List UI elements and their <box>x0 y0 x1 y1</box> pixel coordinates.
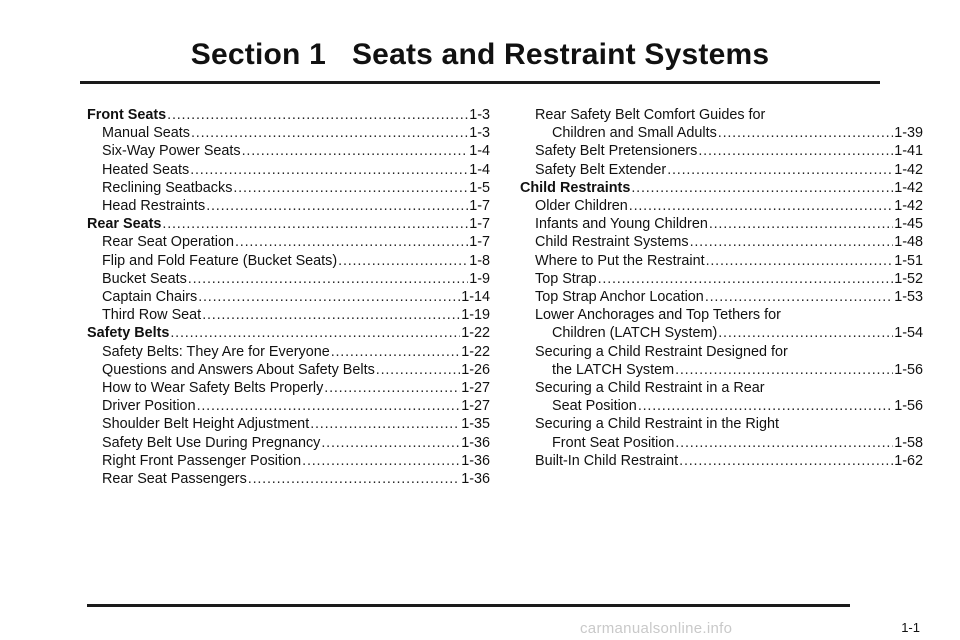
toc-entry-page: 1-36 <box>461 452 490 469</box>
dot-leader <box>198 288 460 306</box>
toc-entry[interactable] <box>87 142 490 160</box>
toc-section-entry[interactable] <box>87 324 490 342</box>
dot-leader <box>248 470 460 488</box>
toc-entry-page: 1-51 <box>894 252 923 269</box>
toc-entry[interactable] <box>520 233 923 251</box>
toc-entry[interactable] <box>87 470 490 488</box>
toc-entry-title: Rear Seats <box>87 216 162 233</box>
dot-leader <box>338 252 468 270</box>
dot-leader <box>718 324 893 342</box>
toc-entry-page: 1-5 <box>469 179 490 196</box>
toc-entry-page: 1-14 <box>461 289 490 306</box>
toc-entry-page: 1-27 <box>461 398 490 415</box>
toc-left-column <box>87 106 490 488</box>
toc-entry-title: Bucket Seats <box>102 270 187 287</box>
toc-entry-title: Right Front Passenger Position <box>102 452 302 469</box>
toc-entry[interactable] <box>87 434 490 452</box>
toc-entry-page: 1-39 <box>894 125 923 142</box>
dot-leader <box>598 270 894 288</box>
section-title <box>0 38 960 72</box>
toc-entry-title: Rear Seat Passengers <box>102 471 247 488</box>
toc-entry-page: 1-4 <box>469 161 490 178</box>
toc-entry[interactable] <box>520 452 923 470</box>
toc-entry-title: Manual Seats <box>102 125 190 142</box>
toc-entry[interactable] <box>520 288 923 306</box>
toc-entry[interactable] <box>520 270 923 288</box>
toc-entry-title: Child Restraint Systems <box>535 234 689 251</box>
dot-leader <box>718 124 893 142</box>
watermark: carmanualsonline.info <box>580 620 733 637</box>
toc-entry-title: the LATCH System <box>552 361 675 378</box>
toc-entry-page: 1-45 <box>894 216 923 233</box>
toc-entry-page: 1-42 <box>894 161 923 178</box>
dot-leader <box>629 197 893 215</box>
toc-entry[interactable] <box>87 415 490 433</box>
toc-entry-page: 1-52 <box>894 270 923 287</box>
toc-entry-title: Safety Belts <box>87 325 170 342</box>
toc-entry-title: Top Strap <box>535 270 597 287</box>
toc-entry[interactable] <box>520 343 923 379</box>
toc-entry-title: Safety Belts: They Are for Everyone <box>102 343 330 360</box>
dot-leader <box>706 252 894 270</box>
toc-entry-page: 1-41 <box>894 143 923 160</box>
toc-entry-title: Rear Seat Operation <box>102 234 234 251</box>
toc-entry-title: Driver Position <box>102 398 196 415</box>
dot-leader <box>675 361 893 379</box>
toc-entry[interactable] <box>520 379 923 415</box>
toc-entry-title: Third Row Seat <box>102 307 202 324</box>
toc-entry-page: 1-35 <box>461 416 490 433</box>
toc-entry-title: Safety Belt Use During Pregnancy <box>102 434 321 451</box>
toc-entry[interactable] <box>520 142 923 160</box>
toc-entry[interactable] <box>520 161 923 179</box>
toc-entry-title-line: Lower Anchorages and Top Tethers for <box>535 307 781 324</box>
dot-leader <box>197 397 461 415</box>
footer-rule <box>87 604 850 607</box>
dot-leader <box>202 306 460 324</box>
toc-entry[interactable] <box>87 397 490 415</box>
dot-leader <box>331 343 460 361</box>
dot-leader <box>631 179 893 197</box>
toc-entry-title-line: Securing a Child Restraint in a Rear <box>535 380 765 397</box>
toc-entry-page: 1-42 <box>894 179 923 196</box>
dot-leader <box>698 142 893 160</box>
toc-entry[interactable] <box>87 233 490 251</box>
dot-leader <box>302 452 460 470</box>
dot-leader <box>310 415 460 433</box>
dot-leader <box>679 452 893 470</box>
toc-entry-page: 1-8 <box>469 252 490 269</box>
toc-entry-page: 1-7 <box>469 234 490 251</box>
toc-entry-page: 1-22 <box>461 325 490 342</box>
toc-entry-page: 1-36 <box>461 471 490 488</box>
toc-entry-page: 1-56 <box>894 361 923 378</box>
toc-entry[interactable] <box>520 306 923 342</box>
toc-entry-page: 1-26 <box>461 361 490 378</box>
dot-leader <box>690 233 894 251</box>
dot-leader <box>167 106 468 124</box>
dot-leader <box>170 324 460 342</box>
toc-entry-title-line: Securing a Child Restraint in the Right <box>535 416 779 433</box>
page-number: 1-1 <box>901 620 920 635</box>
dot-leader <box>191 124 468 142</box>
toc-entry[interactable] <box>520 215 923 233</box>
toc-entry-page: 1-19 <box>461 307 490 324</box>
dot-leader <box>190 161 468 179</box>
toc-entry-page: 1-4 <box>469 143 490 160</box>
toc-entry-title: How to Wear Safety Belts Properly <box>102 380 324 397</box>
toc-entry[interactable] <box>87 306 490 324</box>
dot-leader <box>233 179 468 197</box>
toc-section-entry[interactable] <box>87 106 490 124</box>
toc-entry-title: Shoulder Belt Height Adjustment <box>102 416 310 433</box>
toc-entry-page: 1-9 <box>469 270 490 287</box>
section-label: Section 1 <box>190 38 326 71</box>
toc-entry-page: 1-3 <box>469 107 490 123</box>
title-rule <box>80 81 880 84</box>
toc-entry-title: Captain Chairs <box>102 289 198 306</box>
toc-section-entry[interactable] <box>520 179 923 197</box>
dot-leader <box>705 288 893 306</box>
toc-entry-title: Top Strap Anchor Location <box>535 289 704 306</box>
toc-entry-title: Infants and Young Children <box>535 216 708 233</box>
dot-leader <box>667 161 893 179</box>
toc-entry[interactable] <box>87 379 490 397</box>
toc-entry-page: 1-22 <box>461 343 490 360</box>
toc-entry[interactable] <box>87 361 490 379</box>
toc-entry-title: Children and Small Adults <box>552 125 717 142</box>
toc-entry[interactable] <box>87 452 490 470</box>
dot-leader <box>235 233 468 251</box>
toc-entry-title: Built-In Child Restraint <box>535 452 679 469</box>
toc-entry-title: Children (LATCH System) <box>552 325 718 342</box>
toc-entry-title: Front Seat Position <box>552 434 675 451</box>
toc-entry[interactable] <box>520 252 923 270</box>
toc-entry-title: Front Seats <box>87 107 167 123</box>
toc-entry-page: 1-48 <box>894 234 923 251</box>
toc-entry-title: Six-Way Power Seats <box>102 143 241 160</box>
toc-entry-title: Questions and Answers About Safety Belts <box>102 361 375 378</box>
toc-entry[interactable] <box>87 179 490 197</box>
toc-entry-title: Safety Belt Extender <box>535 161 667 178</box>
toc-entry-title: Seat Position <box>552 398 637 415</box>
toc-entry-page: 1-42 <box>894 198 923 215</box>
dot-leader <box>242 142 469 160</box>
toc-right-column <box>520 106 923 470</box>
toc-entry-page: 1-56 <box>894 398 923 415</box>
dot-leader <box>709 215 893 233</box>
dot-leader <box>162 215 468 233</box>
toc-entry-page: 1-54 <box>894 325 923 342</box>
toc-entry-title: Safety Belt Pretensioners <box>535 143 698 160</box>
toc-entry-title: Heated Seats <box>102 161 190 178</box>
toc-entry[interactable] <box>87 288 490 306</box>
toc-entry-title: Flip and Fold Feature (Bucket Seats) <box>102 252 338 269</box>
toc-entry-title: Head Restraints <box>102 198 206 215</box>
toc-entry-page: 1-53 <box>894 289 923 306</box>
toc-entry[interactable] <box>520 197 923 215</box>
toc-entry[interactable] <box>87 343 490 361</box>
toc-entry-page: 1-7 <box>469 198 490 215</box>
toc-entry[interactable] <box>87 252 490 270</box>
dot-leader <box>324 379 460 397</box>
toc-section-entry[interactable] <box>87 215 490 233</box>
dot-leader <box>321 434 460 452</box>
toc-entry-page: 1-27 <box>461 380 490 397</box>
dot-leader <box>188 270 468 288</box>
toc-entry[interactable] <box>520 106 923 142</box>
toc-entry-page: 1-58 <box>894 434 923 451</box>
dot-leader <box>638 397 893 415</box>
dot-leader <box>376 361 460 379</box>
toc-entry-page: 1-3 <box>469 125 490 142</box>
toc-entry-title-line: Securing a Child Restraint Designed for <box>535 343 788 360</box>
toc-entry[interactable] <box>87 161 490 179</box>
dot-leader <box>675 434 893 452</box>
toc-entry-page: 1-7 <box>469 216 490 233</box>
toc-entry-page: 1-36 <box>461 434 490 451</box>
toc-entry[interactable] <box>520 415 923 451</box>
toc-entry-page: 1-62 <box>894 452 923 469</box>
dot-leader <box>206 197 468 215</box>
toc-entry-title: Child Restraints <box>520 179 631 196</box>
toc-entry-title-line: Rear Safety Belt Comfort Guides for <box>535 107 766 123</box>
toc-entry-title: Reclining Seatbacks <box>102 179 233 196</box>
toc-entry[interactable] <box>87 124 490 142</box>
toc-entry-title: Where to Put the Restraint <box>535 252 705 269</box>
toc-entry[interactable] <box>87 270 490 288</box>
toc-entry[interactable] <box>87 197 490 215</box>
section-heading: Seats and Restraint Systems <box>351 38 770 71</box>
toc-entry-title: Older Children <box>535 198 628 215</box>
